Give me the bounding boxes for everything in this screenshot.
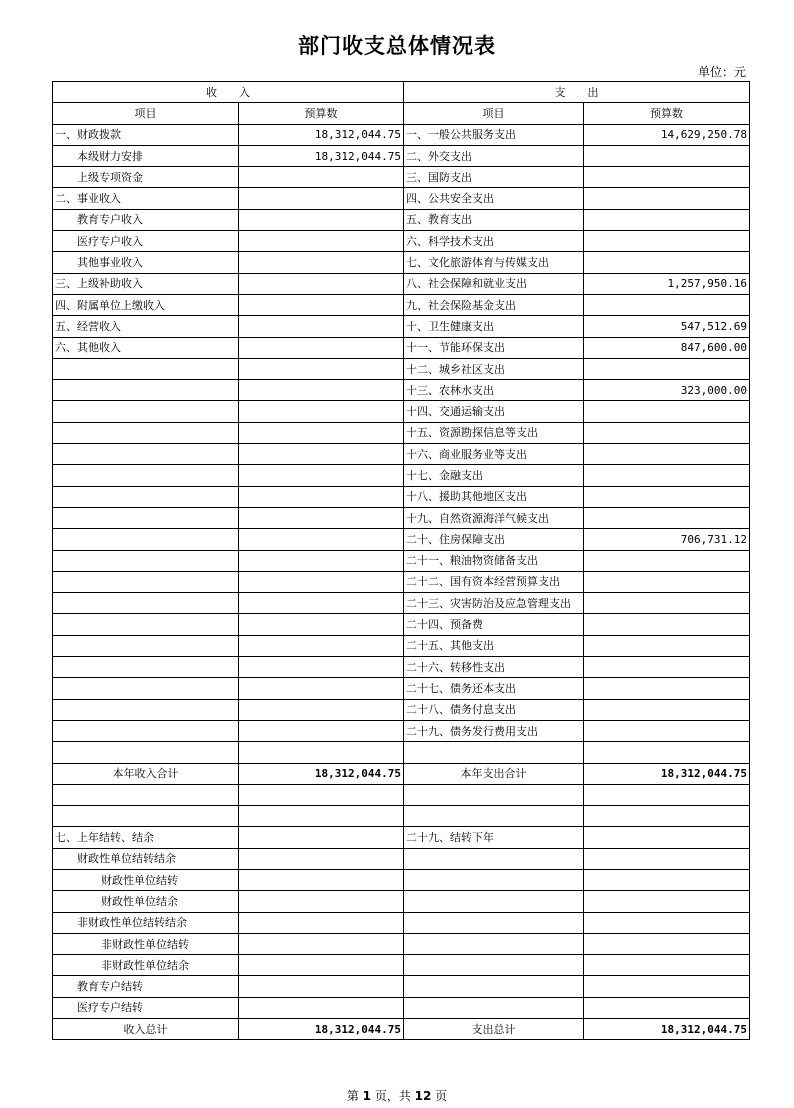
income-budget-cell bbox=[239, 699, 404, 720]
income-item-cell bbox=[53, 529, 239, 550]
expense-item-cell: 二、外交支出 bbox=[404, 145, 584, 166]
expense-item-cell: 二十二、国有资本经营预算支出 bbox=[404, 571, 584, 592]
expense-budget-cell bbox=[584, 188, 750, 209]
income-item-cell bbox=[53, 507, 239, 528]
table-row bbox=[53, 997, 750, 1018]
income-budget-cell bbox=[239, 955, 404, 976]
income-item-cell: 其他事业收入 bbox=[53, 252, 239, 273]
income-budget-cell bbox=[239, 976, 404, 997]
income-budget-cell bbox=[239, 422, 404, 443]
income-item-cell: 四、附属单位上缴收入 bbox=[53, 294, 239, 315]
income-budget-cell bbox=[239, 316, 404, 337]
income-item-cell bbox=[53, 422, 239, 443]
expense-budget-cell bbox=[584, 401, 750, 422]
income-item-cell bbox=[53, 657, 239, 678]
income-item-cell: 二、事业收入 bbox=[53, 188, 239, 209]
income-budget-cell bbox=[239, 784, 404, 805]
expense-budget-cell bbox=[584, 848, 750, 869]
expense-budget-cell bbox=[584, 742, 750, 763]
expense-item-cell: 十九、自然资源海洋气候支出 bbox=[404, 507, 584, 528]
expense-item-cell: 九、社会保险基金支出 bbox=[404, 294, 584, 315]
income-item-cell bbox=[53, 593, 239, 614]
expense-item-cell: 一、一般公共服务支出 bbox=[404, 124, 584, 145]
expense-item-cell: 二十六、转移性支出 bbox=[404, 657, 584, 678]
expense-item-cell bbox=[404, 742, 584, 763]
income-item-cell: 一、财政拨款 bbox=[53, 124, 239, 145]
income-item-cell bbox=[53, 358, 239, 379]
expense-budget-cell bbox=[584, 806, 750, 827]
expense-budget-cell bbox=[584, 976, 750, 997]
table-row bbox=[53, 699, 750, 720]
income-budget-cell bbox=[239, 529, 404, 550]
income-budget-cell bbox=[239, 337, 404, 358]
income-item-cell: 医疗专户收入 bbox=[53, 231, 239, 252]
expense-item-header: 项目 bbox=[404, 103, 584, 124]
income-item-cell: 财政性单位结转结余 bbox=[53, 848, 239, 869]
income-budget-cell bbox=[239, 635, 404, 656]
expense-item-cell: 八、社会保障和就业支出 bbox=[404, 273, 584, 294]
income-item-cell bbox=[53, 465, 239, 486]
table-row bbox=[53, 209, 750, 230]
table-row bbox=[53, 891, 750, 912]
expense-item-cell: 二十四、预备费 bbox=[404, 614, 584, 635]
table-row bbox=[53, 294, 750, 315]
expense-item-cell bbox=[404, 784, 584, 805]
income-budget-cell bbox=[239, 742, 404, 763]
table-row bbox=[53, 933, 750, 954]
expense-budget-cell bbox=[584, 486, 750, 507]
table-row bbox=[53, 550, 750, 571]
income-budget-cell bbox=[239, 401, 404, 422]
income-budget-cell bbox=[239, 507, 404, 528]
expense-item-cell: 二十三、灾害防治及应急管理支出 bbox=[404, 593, 584, 614]
income-item-cell bbox=[53, 571, 239, 592]
expense-budget-cell bbox=[584, 827, 750, 848]
income-budget-cell: 18,312,044.75 bbox=[239, 763, 404, 784]
income-item-cell: 本级财力安排 bbox=[53, 145, 239, 166]
income-budget-cell bbox=[239, 657, 404, 678]
expense-budget-cell: 14,629,250.78 bbox=[584, 124, 750, 145]
table-row bbox=[53, 912, 750, 933]
income-budget-cell bbox=[239, 550, 404, 571]
income-item-cell bbox=[53, 614, 239, 635]
expense-item-cell: 支出总计 bbox=[404, 1019, 584, 1040]
expense-budget-cell bbox=[584, 444, 750, 465]
expense-budget-cell bbox=[584, 614, 750, 635]
expense-item-cell: 二十一、粮油物资储备支出 bbox=[404, 550, 584, 571]
expense-budget-cell bbox=[584, 635, 750, 656]
income-item-cell bbox=[53, 784, 239, 805]
expense-item-cell: 三、国防支出 bbox=[404, 167, 584, 188]
income-item-cell: 非财政性单位结余 bbox=[53, 955, 239, 976]
expense-section-header: 支 出 bbox=[404, 82, 750, 103]
table-row bbox=[53, 869, 750, 890]
income-budget-cell bbox=[239, 593, 404, 614]
expense-item-cell bbox=[404, 912, 584, 933]
expense-item-cell: 五、教育支出 bbox=[404, 209, 584, 230]
income-item-cell: 非财政性单位结转 bbox=[53, 933, 239, 954]
expense-budget-cell bbox=[584, 422, 750, 443]
expense-budget-cell bbox=[584, 784, 750, 805]
expense-item-cell: 十五、资源勘探信息等支出 bbox=[404, 422, 584, 443]
income-budget-cell bbox=[239, 209, 404, 230]
section-header-row bbox=[53, 82, 750, 103]
income-budget-cell bbox=[239, 188, 404, 209]
expense-budget-cell bbox=[584, 678, 750, 699]
expense-item-cell bbox=[404, 955, 584, 976]
expense-item-cell: 六、科学技术支出 bbox=[404, 231, 584, 252]
table-row bbox=[53, 252, 750, 273]
footer-middle: 页，共 bbox=[371, 1089, 415, 1103]
expense-budget-cell: 18,312,044.75 bbox=[584, 763, 750, 784]
income-item-cell: 三、上级补助收入 bbox=[53, 273, 239, 294]
expense-budget-cell: 847,600.00 bbox=[584, 337, 750, 358]
income-budget-cell bbox=[239, 571, 404, 592]
expense-budget-cell bbox=[584, 593, 750, 614]
expense-budget-cell bbox=[584, 507, 750, 528]
expense-budget-cell bbox=[584, 657, 750, 678]
expense-budget-cell bbox=[584, 209, 750, 230]
table-row bbox=[53, 742, 750, 763]
expense-budget-cell bbox=[584, 933, 750, 954]
income-item-cell: 收入总计 bbox=[53, 1019, 239, 1040]
income-budget-cell bbox=[239, 997, 404, 1018]
table-row bbox=[53, 678, 750, 699]
table-row bbox=[53, 635, 750, 656]
income-item-cell bbox=[53, 635, 239, 656]
income-item-cell: 七、上年结转、结余 bbox=[53, 827, 239, 848]
total-row bbox=[53, 1019, 750, 1040]
expense-item-cell: 十四、交通运输支出 bbox=[404, 401, 584, 422]
income-item-cell bbox=[53, 444, 239, 465]
income-budget-cell bbox=[239, 678, 404, 699]
table-row bbox=[53, 720, 750, 741]
expense-budget-cell bbox=[584, 891, 750, 912]
income-budget-cell: 18,312,044.75 bbox=[239, 145, 404, 166]
income-budget-cell bbox=[239, 912, 404, 933]
income-item-header: 项目 bbox=[53, 103, 239, 124]
table-row bbox=[53, 486, 750, 507]
expense-item-cell: 二十九、结转下年 bbox=[404, 827, 584, 848]
table-row bbox=[53, 955, 750, 976]
table-row bbox=[53, 614, 750, 635]
income-budget-cell bbox=[239, 380, 404, 401]
table-row bbox=[53, 976, 750, 997]
income-item-cell: 本年收入合计 bbox=[53, 763, 239, 784]
table-row bbox=[53, 806, 750, 827]
table-row bbox=[53, 848, 750, 869]
income-budget-cell: 18,312,044.75 bbox=[239, 124, 404, 145]
expense-budget-cell: 323,000.00 bbox=[584, 380, 750, 401]
income-budget-cell bbox=[239, 806, 404, 827]
footer-suffix: 页 bbox=[431, 1089, 448, 1103]
table-row bbox=[53, 231, 750, 252]
total-row bbox=[53, 763, 750, 784]
table-row bbox=[53, 571, 750, 592]
expense-budget-cell bbox=[584, 571, 750, 592]
expense-budget-cell bbox=[584, 465, 750, 486]
expense-item-cell: 二十七、债务还本支出 bbox=[404, 678, 584, 699]
income-budget-cell bbox=[239, 167, 404, 188]
expense-budget-cell: 18,312,044.75 bbox=[584, 1019, 750, 1040]
expense-item-cell: 四、公共安全支出 bbox=[404, 188, 584, 209]
income-budget-cell bbox=[239, 891, 404, 912]
expense-item-cell: 二十九、债务发行费用支出 bbox=[404, 720, 584, 741]
expense-item-cell bbox=[404, 933, 584, 954]
unit-label: 单位：元 bbox=[697, 65, 746, 79]
income-item-cell: 医疗专户结转 bbox=[53, 997, 239, 1018]
table-row bbox=[53, 444, 750, 465]
expense-budget-cell bbox=[584, 358, 750, 379]
expense-budget-cell bbox=[584, 997, 750, 1018]
expense-budget-cell bbox=[584, 955, 750, 976]
income-item-cell: 非财政性单位结转结余 bbox=[53, 912, 239, 933]
income-item-cell: 上级专项资金 bbox=[53, 167, 239, 188]
expense-budget-header: 预算数 bbox=[584, 103, 750, 124]
table-row bbox=[53, 316, 750, 337]
income-item-cell: 财政性单位结余 bbox=[53, 891, 239, 912]
expense-budget-cell: 547,512.69 bbox=[584, 316, 750, 337]
table-row bbox=[53, 422, 750, 443]
income-budget-cell bbox=[239, 614, 404, 635]
income-budget-cell bbox=[239, 231, 404, 252]
table-row bbox=[53, 401, 750, 422]
expense-item-cell bbox=[404, 806, 584, 827]
income-budget-cell bbox=[239, 465, 404, 486]
income-budget-header: 预算数 bbox=[239, 103, 404, 124]
table-row bbox=[53, 337, 750, 358]
income-item-cell bbox=[53, 742, 239, 763]
page-title: 部门收支总体情况表 bbox=[298, 34, 496, 58]
table-row bbox=[53, 145, 750, 166]
income-item-cell bbox=[53, 699, 239, 720]
income-budget-cell bbox=[239, 486, 404, 507]
expense-item-cell: 十二、城乡社区支出 bbox=[404, 358, 584, 379]
expense-item-cell: 十、卫生健康支出 bbox=[404, 316, 584, 337]
income-budget-cell bbox=[239, 848, 404, 869]
page-footer bbox=[0, 1087, 794, 1104]
table-row bbox=[53, 784, 750, 805]
income-item-cell: 教育专户结转 bbox=[53, 976, 239, 997]
table-row bbox=[53, 593, 750, 614]
current-page-number: 1 bbox=[362, 1089, 371, 1103]
total-page-count: 12 bbox=[414, 1089, 432, 1103]
table-row bbox=[53, 657, 750, 678]
income-budget-cell bbox=[239, 720, 404, 741]
expense-budget-cell: 706,731.12 bbox=[584, 529, 750, 550]
expense-budget-cell bbox=[584, 720, 750, 741]
table-row bbox=[53, 529, 750, 550]
income-budget-cell bbox=[239, 252, 404, 273]
income-item-cell: 教育专户收入 bbox=[53, 209, 239, 230]
expense-item-cell: 二十、住房保障支出 bbox=[404, 529, 584, 550]
expense-item-cell: 七、文化旅游体育与传媒支出 bbox=[404, 252, 584, 273]
income-item-cell bbox=[53, 550, 239, 571]
income-item-cell bbox=[53, 401, 239, 422]
expense-budget-cell bbox=[584, 145, 750, 166]
footer-prefix: 第 bbox=[346, 1089, 363, 1103]
expense-item-cell: 十六、商业服务业等支出 bbox=[404, 444, 584, 465]
income-budget-cell bbox=[239, 827, 404, 848]
expense-item-cell: 二十五、其他支出 bbox=[404, 635, 584, 656]
expense-item-cell bbox=[404, 976, 584, 997]
table-row bbox=[53, 507, 750, 528]
table-row bbox=[53, 124, 750, 145]
expense-item-cell bbox=[404, 891, 584, 912]
expense-budget-cell bbox=[584, 231, 750, 252]
income-item-cell bbox=[53, 486, 239, 507]
income-budget-cell bbox=[239, 869, 404, 890]
expense-budget-cell bbox=[584, 167, 750, 188]
income-item-cell: 五、经营收入 bbox=[53, 316, 239, 337]
income-item-cell: 财政性单位结转 bbox=[53, 869, 239, 890]
expense-item-cell: 本年支出合计 bbox=[404, 763, 584, 784]
income-expense-table bbox=[52, 81, 750, 1040]
expense-item-cell bbox=[404, 997, 584, 1018]
income-budget-cell bbox=[239, 273, 404, 294]
expense-item-cell: 二十八、债务付息支出 bbox=[404, 699, 584, 720]
expense-item-cell: 十三、农林水支出 bbox=[404, 380, 584, 401]
income-budget-cell bbox=[239, 933, 404, 954]
expense-budget-cell bbox=[584, 699, 750, 720]
expense-budget-cell bbox=[584, 912, 750, 933]
income-item-cell: 六、其他收入 bbox=[53, 337, 239, 358]
expense-budget-cell bbox=[584, 294, 750, 315]
table-row bbox=[53, 465, 750, 486]
income-section-header: 收 入 bbox=[53, 82, 404, 103]
expense-item-cell: 十八、援助其他地区支出 bbox=[404, 486, 584, 507]
table-row bbox=[53, 273, 750, 294]
expense-item-cell bbox=[404, 869, 584, 890]
table-row bbox=[53, 188, 750, 209]
expense-budget-cell bbox=[584, 252, 750, 273]
expense-budget-cell bbox=[584, 550, 750, 571]
expense-budget-cell bbox=[584, 869, 750, 890]
expense-item-cell bbox=[404, 848, 584, 869]
income-budget-cell: 18,312,044.75 bbox=[239, 1019, 404, 1040]
income-budget-cell bbox=[239, 444, 404, 465]
table-row bbox=[53, 358, 750, 379]
income-item-cell bbox=[53, 720, 239, 741]
income-budget-cell bbox=[239, 294, 404, 315]
column-header-row bbox=[53, 103, 750, 124]
expense-budget-cell: 1,257,950.16 bbox=[584, 273, 750, 294]
table-row bbox=[53, 827, 750, 848]
expense-item-cell: 十七、金融支出 bbox=[404, 465, 584, 486]
income-budget-cell bbox=[239, 358, 404, 379]
income-item-cell bbox=[53, 806, 239, 827]
income-item-cell bbox=[53, 678, 239, 699]
expense-item-cell: 十一、节能环保支出 bbox=[404, 337, 584, 358]
table-row bbox=[53, 167, 750, 188]
income-item-cell bbox=[53, 380, 239, 401]
table-row bbox=[53, 380, 750, 401]
